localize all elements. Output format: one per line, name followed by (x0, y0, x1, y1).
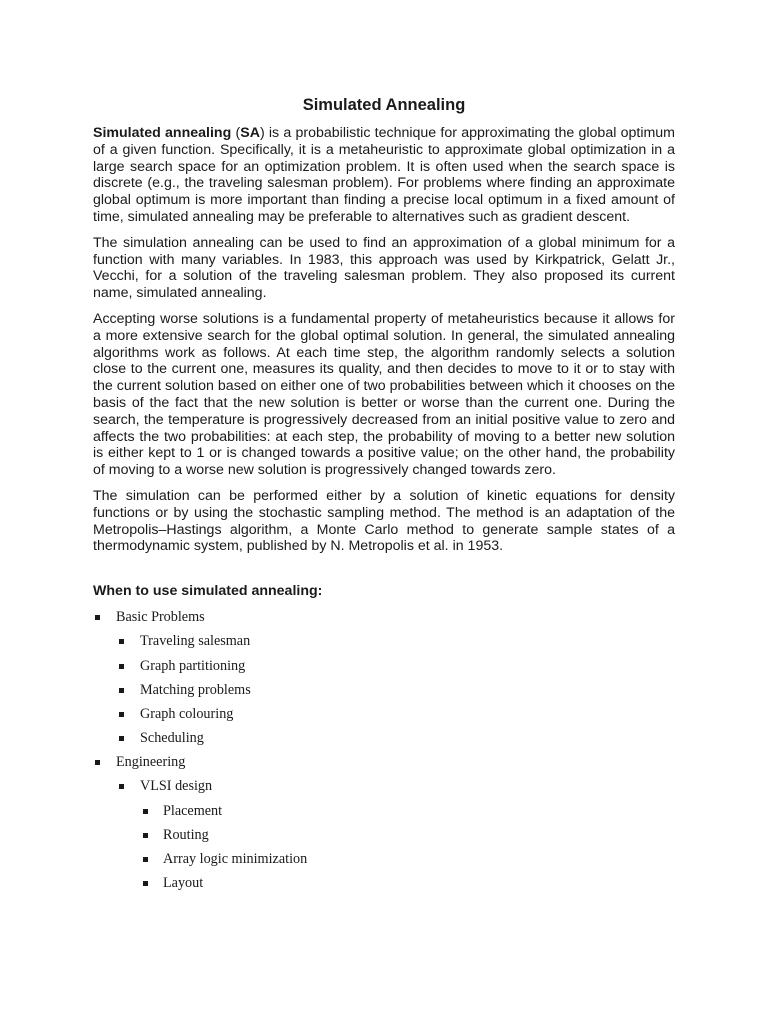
square-bullet-icon (143, 881, 148, 886)
square-bullet-icon (143, 809, 148, 814)
list-item: Graph partitioning (93, 654, 675, 678)
square-bullet-icon (119, 664, 124, 669)
list-item: Layout (93, 871, 675, 895)
list-item: Routing (93, 823, 675, 847)
square-bullet-icon (95, 760, 100, 765)
paragraph-history: The simulation annealing can be used to find an approximation of a global minimum for a function with many variables. In 1983, this approach was used by Kirkpatrick, Gelatt Jr., Vecchi, for a solution of the traveling salesman problem. They also proposed its current name, simulated annealing. (93, 234, 675, 302)
use-cases-list (93, 605, 675, 895)
square-bullet-icon (143, 833, 148, 838)
intro-paragraph (93, 125, 675, 226)
paragraph-simulation: The simulation can be performed either by a solution of kinetic equations for density functions or by using the stochastic sampling method. The method is an adaptation of the Metropolis–Hastings algorithm, a Monte Carlo method to generate sample states of a thermodynamic system, published by N. Metropolis et al. in 1953. (93, 487, 675, 555)
square-bullet-icon (143, 857, 148, 862)
intro-open-paren: ( (231, 125, 241, 141)
document-title: Simulated Annealing (302, 96, 466, 114)
list-item-vlsi-design: VLSI design (93, 774, 675, 798)
list-item: Matching problems (93, 678, 675, 702)
section-heading: When to use simulated annealing: (93, 583, 323, 600)
list-item-basic-problems: Basic Problems (93, 605, 675, 629)
intro-rest: ) is a probabilistic technique for approximating the global optimum of a given function. Specifically, it is a metaheuristic to approximate global optimization in a large search space for an optimization problem. It is often used when the search space is discrete (e.g., the traveling salesman problem). For problems where finding an approximate global optimum is more important than finding a precise local optimum in a fixed amount of time, simulated annealing may be preferable to alternatives such as gradient descent. (93, 125, 676, 225)
intro-term: Simulated annealing (93, 125, 232, 141)
paragraph-algorithm: Accepting worse solutions is a fundamental property of metaheuristics because it allows for a more extensive search for the global optimal solution. In general, the simulated annealing algorithms work as follows. At each time step, the algorithm randomly selects a solution close to the current one, measures its quality, and then decides to move to it or to stay with the current solution based on either one of two probabilities between which it chooses on the basis of the fact that the new solution is better or worse than the current one. During the search, the temperature is progressively decreased from an initial positive value to zero and affects the two probabilities: at each step, the probability of moving to a better new solution is either kept to 1 or is changed towards a positive value; on the other hand, the probability of moving to a worse new solution is progressively changed towards zero. (93, 310, 675, 479)
square-bullet-icon (119, 688, 124, 693)
square-bullet-icon (95, 615, 100, 620)
square-bullet-icon (119, 784, 124, 789)
intro-abbr: SA (240, 125, 260, 141)
list-item: Traveling salesman (93, 629, 675, 653)
list-item: Array logic minimization (93, 847, 675, 871)
list-item-engineering: Engineering (93, 750, 675, 774)
square-bullet-icon (119, 736, 124, 741)
square-bullet-icon (119, 639, 124, 644)
square-bullet-icon (119, 712, 124, 717)
document-page (93, 94, 675, 895)
list-item: Graph colouring (93, 702, 675, 726)
list-item: Placement (93, 799, 675, 823)
list-item: Scheduling (93, 726, 675, 750)
